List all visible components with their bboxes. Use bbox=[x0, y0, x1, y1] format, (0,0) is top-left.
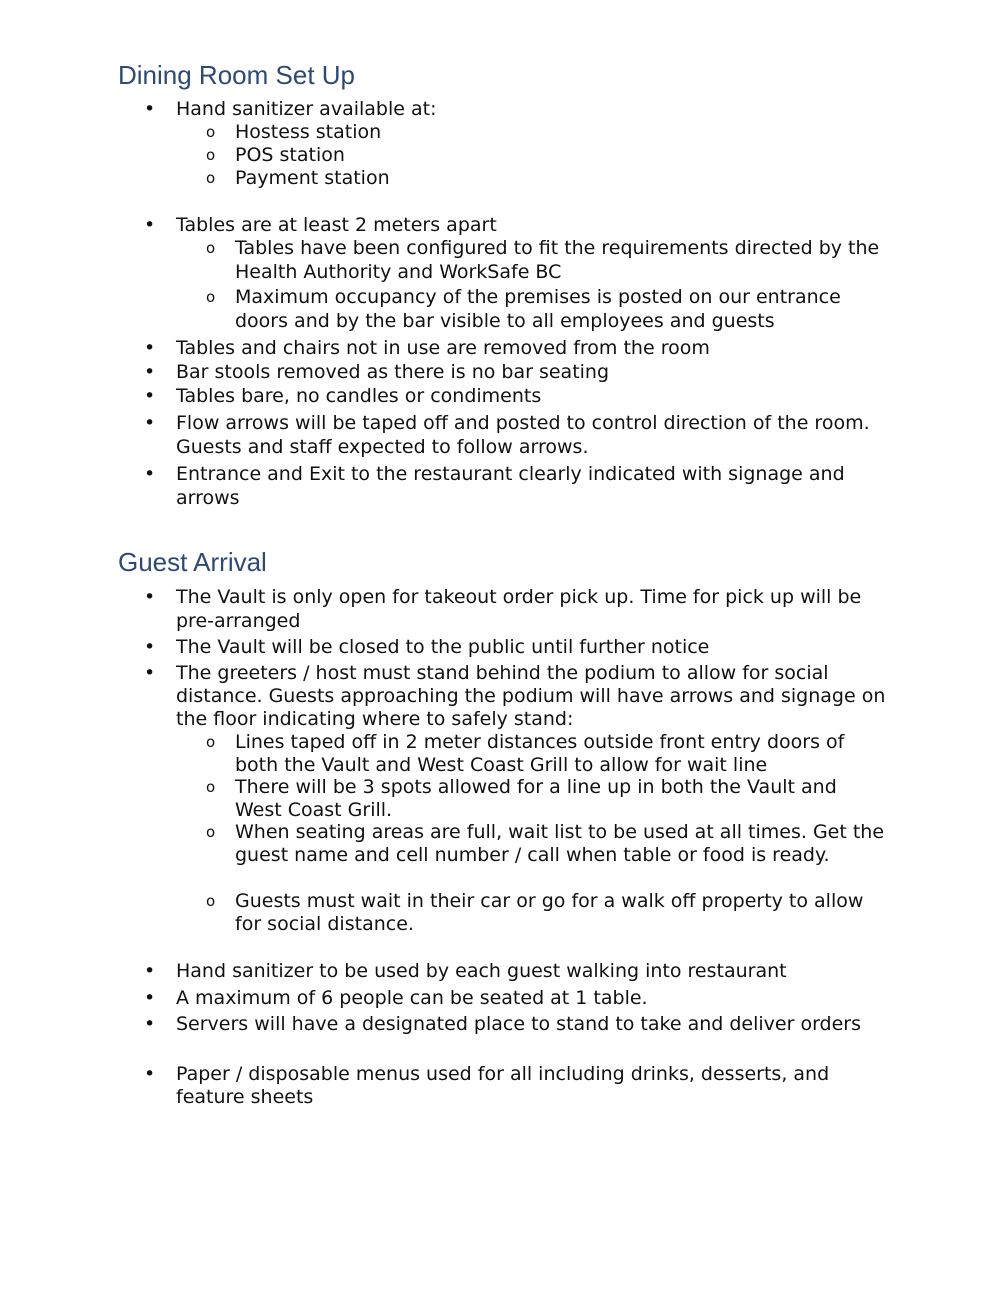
bullet-icon: • bbox=[144, 385, 156, 407]
sub-list-item-text: Payment station bbox=[235, 167, 390, 189]
sub-list-item-text: When seating areas are full, wait list to be used at all times. Get the guest name and cell number / call when table or food is ready. bbox=[235, 821, 885, 866]
list-item-text: Tables and chairs not in use are removed from the room bbox=[176, 337, 710, 359]
circle-bullet-icon: o bbox=[206, 823, 216, 841]
circle-bullet-icon: o bbox=[206, 778, 216, 796]
bullet-icon: • bbox=[144, 463, 156, 485]
list-item bbox=[144, 213, 888, 237]
sub-list-item bbox=[206, 120, 885, 144]
list-item bbox=[144, 662, 888, 731]
sub-list-item bbox=[206, 236, 885, 284]
list-item bbox=[144, 411, 888, 459]
list-item bbox=[144, 585, 888, 633]
circle-bullet-icon: o bbox=[206, 146, 216, 164]
sub-list-item bbox=[206, 143, 885, 167]
list-item bbox=[144, 336, 888, 360]
sub-list-item bbox=[206, 731, 885, 777]
list-item-text: The Vault will be closed to the public until further notice bbox=[176, 636, 710, 658]
bullet-icon: • bbox=[144, 98, 156, 120]
sub-list-item-text: Guests must wait in their car or go for a walk off property to allow for social distance. bbox=[235, 890, 864, 935]
sub-list-item bbox=[206, 890, 885, 936]
list-item-text: Paper / disposable menus used for all including drinks, desserts, and feature sheets bbox=[176, 1063, 830, 1108]
list-item-text: A maximum of 6 people can be seated at 1 table. bbox=[176, 987, 648, 1009]
section-heading-dining-room: Dining Room Set Up bbox=[118, 60, 355, 90]
bullet-icon: • bbox=[144, 1063, 156, 1085]
circle-bullet-icon: o bbox=[206, 733, 216, 751]
circle-bullet-icon: o bbox=[206, 123, 216, 141]
bullet-icon: • bbox=[144, 361, 156, 383]
sub-list-item-text: There will be 3 spots allowed for a line up in both the Vault and West Coast Grill. bbox=[235, 776, 837, 821]
sub-list-item-text: Maximum occupancy of the premises is posted on our entrance doors and by the bar visible to all employees and guests bbox=[235, 286, 841, 332]
list-item-text: Servers will have a designated place to stand to take and deliver orders bbox=[176, 1013, 862, 1035]
list-item bbox=[144, 1012, 888, 1036]
bullet-icon: • bbox=[144, 586, 156, 608]
circle-bullet-icon: o bbox=[206, 892, 216, 910]
list-item-text: The Vault is only open for takeout order pick up. Time for pick up will be pre-arranged bbox=[176, 586, 862, 632]
bullet-icon: • bbox=[144, 636, 156, 658]
bullet-icon: • bbox=[144, 337, 156, 359]
sub-list-item bbox=[206, 821, 885, 867]
list-item bbox=[144, 97, 888, 121]
circle-bullet-icon: o bbox=[206, 169, 216, 187]
sub-list-item bbox=[206, 285, 885, 333]
section-heading-guest-arrival: Guest Arrival bbox=[118, 547, 267, 577]
sub-list-item-text: Hostess station bbox=[235, 121, 382, 143]
bullet-icon: • bbox=[144, 412, 156, 434]
sub-list-item-text: Lines taped off in 2 meter distances outside front entry doors of both the Vault and West Coast Grill to allow for wait line bbox=[235, 731, 845, 776]
list-item-text: Flow arrows will be taped off and posted to control direction of the room. Guests and staff expected to follow arrows. bbox=[176, 412, 870, 458]
list-item-text: Tables are at least 2 meters apart bbox=[176, 214, 497, 236]
list-item bbox=[144, 1063, 888, 1109]
sub-list-item-text: Tables have been configured to fit the requirements directed by the Health Authority and WorkSafe BC bbox=[235, 237, 880, 283]
list-item-text: Bar stools removed as there is no bar seating bbox=[176, 361, 610, 383]
bullet-icon: • bbox=[144, 1013, 156, 1035]
list-item bbox=[144, 959, 888, 983]
list-item-text: Entrance and Exit to the restaurant clearly indicated with signage and arrows bbox=[176, 463, 845, 509]
list-item-text: Tables bare, no candles or condiments bbox=[176, 385, 542, 407]
list-item bbox=[144, 986, 888, 1010]
bullet-icon: • bbox=[144, 662, 156, 684]
list-item-text: Hand sanitizer available at: bbox=[176, 98, 437, 120]
list-item bbox=[144, 462, 888, 510]
list-item bbox=[144, 384, 888, 408]
list-item-text: Hand sanitizer to be used by each guest walking into restaurant bbox=[176, 960, 787, 982]
sub-list-item-text: POS station bbox=[235, 144, 345, 166]
list-item bbox=[144, 360, 888, 384]
circle-bullet-icon: o bbox=[206, 239, 216, 257]
list-item bbox=[144, 635, 888, 659]
bullet-icon: • bbox=[144, 214, 156, 236]
sub-list-item bbox=[206, 776, 885, 822]
circle-bullet-icon: o bbox=[206, 288, 216, 306]
bullet-icon: • bbox=[144, 987, 156, 1009]
bullet-icon: • bbox=[144, 960, 156, 982]
list-item-text: The greeters / host must stand behind the podium to allow for social distance. Guests approaching the podium will have arrows and signage on the floor indicating where to safely stand: bbox=[176, 662, 886, 730]
sub-list-item bbox=[206, 166, 885, 190]
